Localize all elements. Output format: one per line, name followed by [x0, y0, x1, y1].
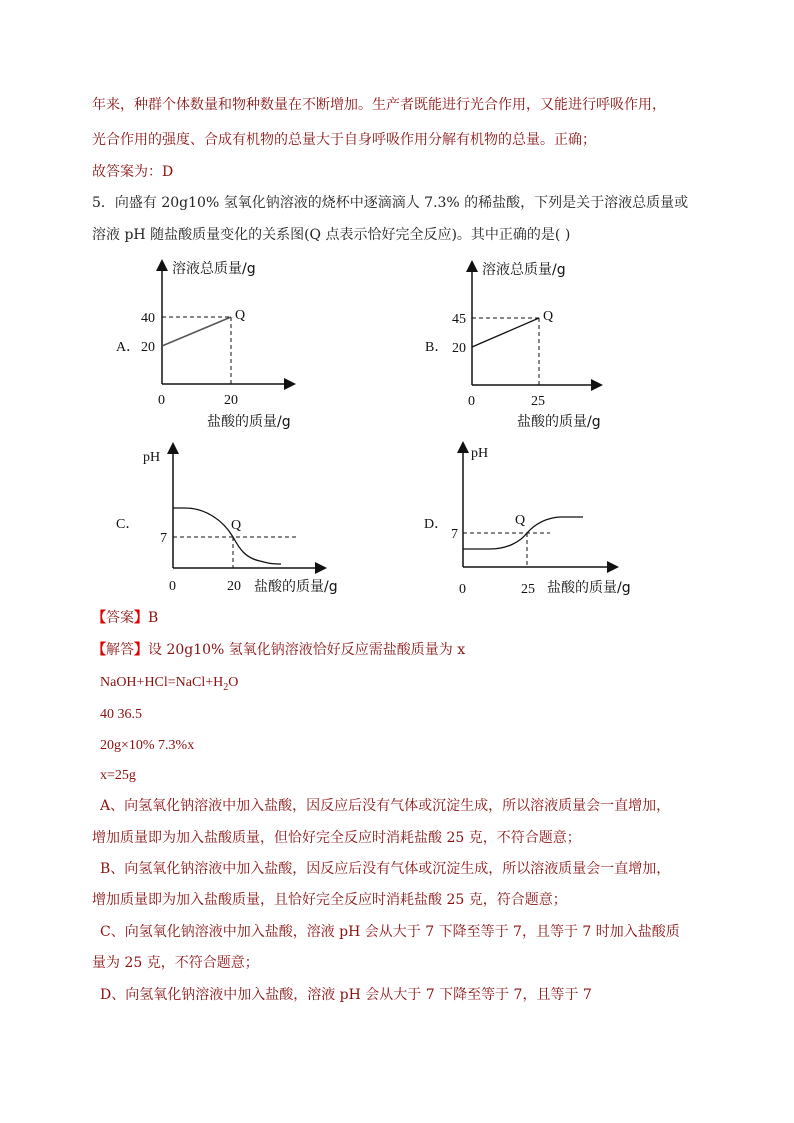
- molar-ratio: 40 36.5: [100, 707, 142, 722]
- data-curve: [173, 508, 281, 564]
- x-axis-label: 盐酸的质量/g: [207, 414, 291, 430]
- equation-main: NaOH+HCl=NaCl+H: [100, 675, 224, 690]
- bracket-close: 】: [134, 610, 148, 626]
- solution-header-line: [92, 641, 465, 659]
- question-line-1: [92, 194, 688, 212]
- x-axis-label: 盐酸的质量/g: [517, 414, 601, 430]
- analysis-b-line-2: 增加质量即为加入盐酸质量，且恰好完全反应时消耗盐酸 25 克，符合题意；: [92, 892, 567, 908]
- chart-c: [135, 440, 355, 600]
- x-tick-q: 20: [227, 579, 241, 594]
- origin-label: 0: [459, 582, 466, 597]
- equation-subscript: 2: [223, 681, 229, 693]
- bracket-close: 】: [134, 642, 148, 658]
- point-q: Q: [231, 518, 242, 533]
- y-tick-low: 20: [452, 341, 466, 356]
- y-tick-7: 7: [451, 527, 458, 542]
- question-line-2: 溶液 pH 随盐酸质量变化的关系图(Q 点表示恰好完全反应)。其中正确的是( ): [92, 227, 571, 243]
- y-axis-label: 溶液总质量/g: [172, 261, 256, 277]
- solution-intro: 设 20g10% 氢氧化钠溶液恰好反应需盐酸质量为 x: [148, 642, 466, 658]
- x-axis-label: 盐酸的质量/g: [547, 580, 631, 596]
- analysis-d-line-1: D、向氢氧化钠溶液中加入盐酸，溶液 pH 会从大于 7 下降至等于 7，且等于 7: [100, 987, 592, 1003]
- analysis-b-line-1: B、向氢氧化钠溶液中加入盐酸，因反应后没有气体或沉淀生成，所以溶液质量会一直增加，: [100, 861, 671, 877]
- option-label-a: A．: [116, 340, 141, 355]
- prev-solution-line-2: 光合作用的强度、合成有机物的总量大于自身呼吸作用分解有机物的总量。正确；: [92, 132, 596, 148]
- question-number: 5．: [92, 195, 115, 211]
- x-tick-q: 25: [521, 582, 535, 597]
- option-label-b: B．: [425, 340, 449, 355]
- y-tick-low: 20: [141, 340, 155, 355]
- x-axis-label: 盐酸的质量/g: [254, 579, 338, 595]
- option-label-d: D．: [424, 517, 449, 532]
- origin-label: 0: [468, 394, 475, 409]
- y-tick-high: 45: [452, 312, 466, 327]
- y-axis-label: pH: [143, 450, 161, 465]
- solution-label: 解答: [106, 642, 134, 658]
- y-axis-label: 溶液总质量/g: [482, 262, 566, 278]
- answer-line: [92, 609, 158, 627]
- analysis-c-line-1: C、向氢氧化钠溶液中加入盐酸，溶液 pH 会从大于 7 下降至等于 7，且等于 7 时加入盐酸质: [100, 924, 680, 940]
- analysis-a-line-1: A、向氢氧化钠溶液中加入盐酸，因反应后没有气体或沉淀生成，所以溶液质量会一直增加，: [100, 798, 671, 814]
- answer-value: B: [148, 610, 159, 626]
- x-tick-q: 25: [531, 394, 545, 409]
- y-tick-high: 40: [141, 311, 155, 326]
- chart-b: [445, 255, 625, 430]
- point-q: Q: [515, 513, 526, 528]
- prev-answer-line: 故答案为：D: [92, 164, 174, 180]
- point-q: Q: [235, 308, 246, 323]
- result-line: x=25g: [100, 768, 136, 783]
- amounts-line: 20g×10% 7.3%x: [100, 738, 195, 753]
- chart-a: [135, 255, 315, 430]
- chemical-equation: [100, 674, 238, 697]
- equation-tail: O: [228, 675, 239, 690]
- y-axis-label: pH: [471, 446, 489, 461]
- point-q: Q: [543, 309, 554, 324]
- option-label-c: C．: [116, 517, 140, 532]
- analysis-a-line-2: 增加质量即为加入盐酸质量，但恰好完全反应时消耗盐酸 25 克，不符合题意；: [92, 830, 581, 846]
- bracket-open: 【: [92, 642, 106, 658]
- data-line: [472, 318, 539, 347]
- prev-solution-line-1: 年来，种群个体数量和物种数量在不断增加。生产者既能进行光合作用，又能进行呼吸作用，: [92, 97, 666, 113]
- data-line: [162, 317, 231, 346]
- y-tick-7: 7: [160, 531, 167, 546]
- x-tick-q: 20: [224, 393, 238, 408]
- bracket-open: 【: [92, 610, 106, 626]
- origin-label: 0: [158, 393, 165, 408]
- analysis-c-line-2: 量为 25 克，不符合题意；: [92, 955, 259, 971]
- origin-label: 0: [169, 579, 176, 594]
- question-text-1: 向盛有 20g10% 氢氧化钠溶液的烧杯中逐滴滴人 7.3% 的稀盐酸，下列是关于溶液总质量或: [114, 195, 689, 211]
- chart-d: [445, 440, 645, 600]
- answer-label: 答案: [106, 610, 134, 626]
